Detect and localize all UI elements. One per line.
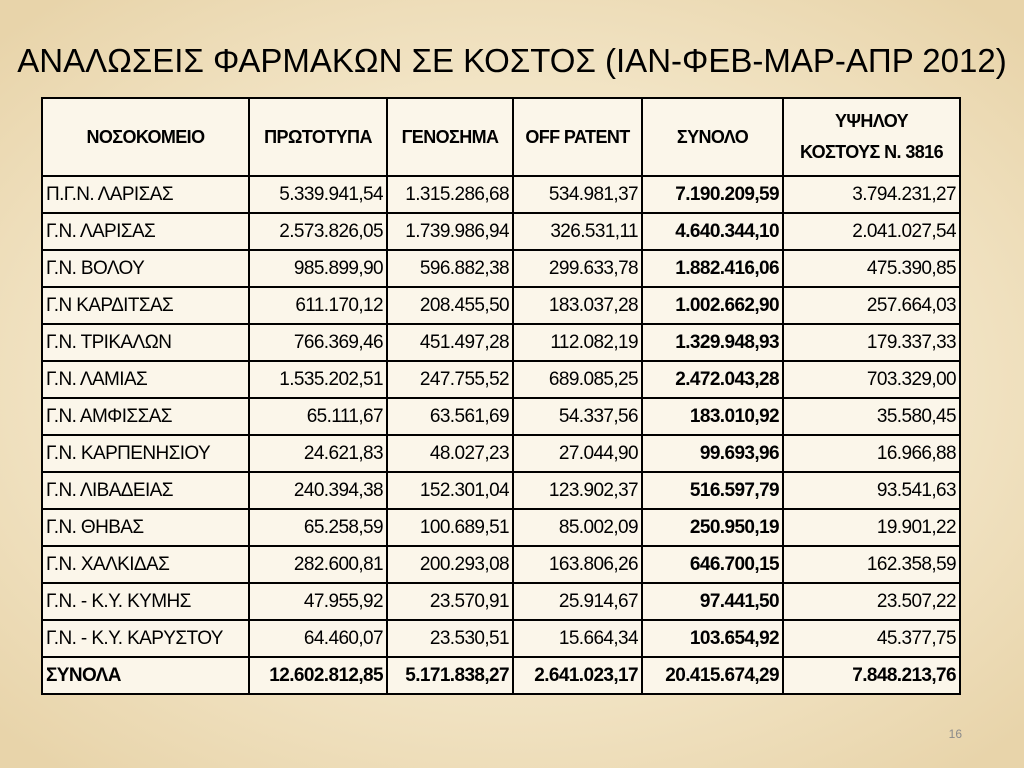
table-row [42,546,960,583]
data-table-container [41,97,959,695]
table-row [42,398,960,435]
cell-generics: 100.689,51 [387,509,513,546]
cell-hospital: Γ.Ν. - Κ.Υ. ΚΥΜΗΣ [42,583,249,620]
cell-generics: 247.755,52 [387,361,513,398]
cell-generics: 596.882,38 [387,250,513,287]
cell-total: 1.002.662,90 [642,287,783,324]
cell-originals: 611.170,12 [249,287,387,324]
cell-total: 183.010,92 [642,398,783,435]
cell-hospital: Γ.Ν. ΛΑΜΙΑΣ [42,361,249,398]
cell-high-cost: 257.664,03 [783,287,960,324]
header-high-cost [783,98,960,176]
cell-originals: 24.621,83 [249,435,387,472]
table-row [42,250,960,287]
cell-high-cost: 23.507,22 [783,583,960,620]
cell-high-cost: 3.794.231,27 [783,176,960,213]
cell-high-cost: 703.329,00 [783,361,960,398]
cell-originals: 65.258,59 [249,509,387,546]
cell-hospital: Γ.Ν. ΚΑΡΠΕΝΗΣΙΟΥ [42,435,249,472]
table-row [42,324,960,361]
table-row [42,509,960,546]
cell-total: 646.700,15 [642,546,783,583]
cell-off-patent: 15.664,34 [513,620,642,657]
cell-high-cost: 162.358,59 [783,546,960,583]
cell-originals: 64.460,07 [249,620,387,657]
cell-originals: 240.394,38 [249,472,387,509]
header-generics: ΓΕΝΟΣΗΜΑ [387,98,513,176]
cell-originals: 65.111,67 [249,398,387,435]
cell-total: 1.329.948,93 [642,324,783,361]
table-row [42,287,960,324]
drug-cost-table [41,97,961,695]
cell-hospital: Γ.Ν. ΑΜΦΙΣΣΑΣ [42,398,249,435]
cell-off-patent: 27.044,90 [513,435,642,472]
cell-hospital: Π.Γ.Ν. ΛΑΡΙΣΑΣ [42,176,249,213]
totals-cell-generics: 5.171.838,27 [387,657,513,694]
cell-total: 4.640.344,10 [642,213,783,250]
cell-off-patent: 85.002,09 [513,509,642,546]
cell-originals: 47.955,92 [249,583,387,620]
table-row [42,176,960,213]
cell-off-patent: 25.914,67 [513,583,642,620]
cell-off-patent: 163.806,26 [513,546,642,583]
header-total: ΣΥΝΟΛΟ [642,98,783,176]
slide-title: ΑΝΑΛΩΣΕΙΣ ΦΑΡΜΑΚΩΝ ΣΕ ΚΟΣΤΟΣ (ΙΑΝ-ΦΕΒ-ΜΑΡ-ΑΠΡ 2012) [17,42,1007,79]
cell-off-patent: 183.037,28 [513,287,642,324]
cell-high-cost: 16.966,88 [783,435,960,472]
cell-total: 1.882.416,06 [642,250,783,287]
cell-high-cost: 93.541,63 [783,472,960,509]
header-high-cost-line2: ΚΟΣΤΟΥΣ Ν. 3816 [800,142,943,162]
table-row [42,361,960,398]
totals-cell-hospital: ΣΥΝΟΛΑ [42,657,249,694]
cell-originals: 2.573.826,05 [249,213,387,250]
cell-generics: 1.315.286,68 [387,176,513,213]
cell-high-cost: 35.580,45 [783,398,960,435]
table-body [42,176,960,694]
cell-originals: 1.535.202,51 [249,361,387,398]
cell-generics: 451.497,28 [387,324,513,361]
totals-cell-off-patent: 2.641.023,17 [513,657,642,694]
cell-hospital: Γ.Ν ΚΑΡΔΙΤΣΑΣ [42,287,249,324]
cell-total: 99.693,96 [642,435,783,472]
totals-cell-high-cost: 7.848.213,76 [783,657,960,694]
table-row [42,583,960,620]
slide-number: 16 [948,727,962,741]
cell-off-patent: 112.082,19 [513,324,642,361]
cell-generics: 23.530,51 [387,620,513,657]
cell-hospital: Γ.Ν. ΛΑΡΙΣΑΣ [42,213,249,250]
cell-off-patent: 689.085,25 [513,361,642,398]
totals-row [42,657,960,694]
cell-generics: 48.027,23 [387,435,513,472]
table-row [42,213,960,250]
cell-hospital: Γ.Ν. ΤΡΙΚΑΛΩΝ [42,324,249,361]
cell-generics: 1.739.986,94 [387,213,513,250]
cell-total: 516.597,79 [642,472,783,509]
table-header-row [42,98,960,176]
cell-hospital: Γ.Ν. - Κ.Υ. ΚΑΡΥΣΤΟΥ [42,620,249,657]
header-originals: ΠΡΩΤΟΤΥΠΑ [249,98,387,176]
cell-generics: 208.455,50 [387,287,513,324]
header-high-cost-line1: ΥΨΗΛΟΥ [835,111,908,131]
cell-high-cost: 475.390,85 [783,250,960,287]
cell-off-patent: 534.981,37 [513,176,642,213]
cell-hospital: Γ.Ν. ΘΗΒΑΣ [42,509,249,546]
cell-generics: 200.293,08 [387,546,513,583]
cell-off-patent: 54.337,56 [513,398,642,435]
table-row [42,620,960,657]
cell-off-patent: 123.902,37 [513,472,642,509]
cell-high-cost: 45.377,75 [783,620,960,657]
cell-high-cost: 19.901,22 [783,509,960,546]
header-hospital: ΝΟΣΟΚΟΜΕΙΟ [42,98,249,176]
cell-generics: 152.301,04 [387,472,513,509]
cell-total: 103.654,92 [642,620,783,657]
table-row [42,472,960,509]
cell-hospital: Γ.Ν. ΒΟΛΟΥ [42,250,249,287]
cell-hospital: Γ.Ν. ΛΙΒΑΔΕΙΑΣ [42,472,249,509]
cell-originals: 282.600,81 [249,546,387,583]
cell-high-cost: 179.337,33 [783,324,960,361]
header-off-patent: OFF PATENT [513,98,642,176]
cell-total: 250.950,19 [642,509,783,546]
cell-hospital: Γ.Ν. ΧΑΛΚΙΔΑΣ [42,546,249,583]
cell-off-patent: 299.633,78 [513,250,642,287]
totals-cell-originals: 12.602.812,85 [249,657,387,694]
cell-originals: 766.369,46 [249,324,387,361]
totals-cell-total: 20.415.674,29 [642,657,783,694]
cell-total: 2.472.043,28 [642,361,783,398]
cell-total: 7.190.209,59 [642,176,783,213]
cell-originals: 5.339.941,54 [249,176,387,213]
cell-originals: 985.899,90 [249,250,387,287]
cell-off-patent: 326.531,11 [513,213,642,250]
table-row [42,435,960,472]
cell-high-cost: 2.041.027,54 [783,213,960,250]
cell-generics: 63.561,69 [387,398,513,435]
cell-total: 97.441,50 [642,583,783,620]
cell-generics: 23.570,91 [387,583,513,620]
